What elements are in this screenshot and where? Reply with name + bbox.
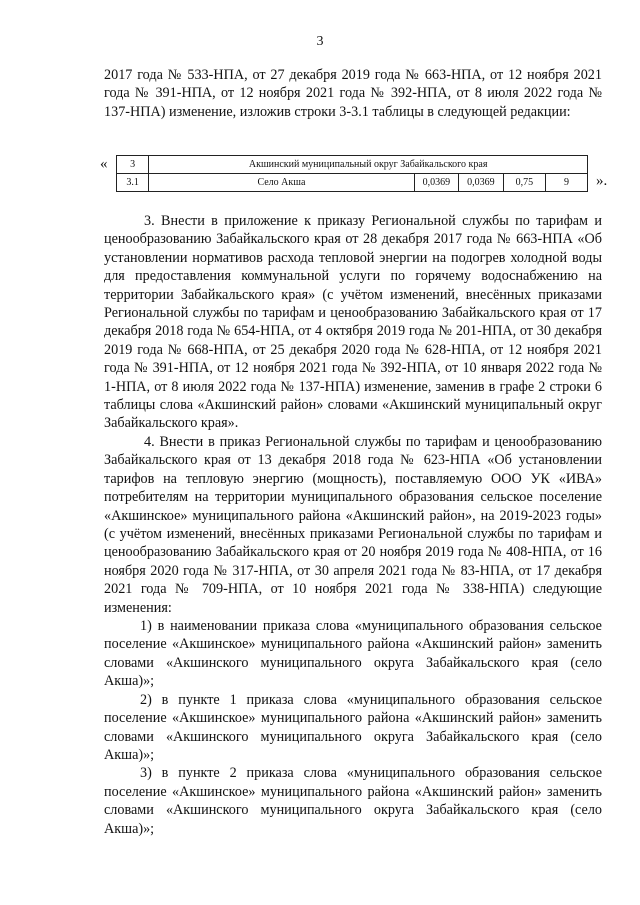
item-4-text: 4. Внести в приказ Региональной службы по тарифам и ценообразованию Забайкальского края от 13 декабря 2018 года № 623-НПА «Об установлении тарифов на тепловую энергию (мощность), поставляемую ООО УК «ИВА» потребителям на территории муниципального образования сельское поселение «Акшинское» муниципального района «Акшинский район», на 2019-2023 годы» (с учётом изменений, внесённых приказами Региональной службы по тарифам и ценообразованию Забайкальского края от 20 ноября 2019 года № 408-НПА, от 16 ноября 2020 года № 317-НПА, от 30 апреля 2021 года № 83-НПА, от 17 декабря 2021 года № 709-НПА, от 10 ноября 2021 года № 338-НПА) следующие изменения: (104, 434, 602, 616)
table-cell: 9 (546, 174, 588, 192)
table-row (117, 156, 588, 174)
row-number: 3.1 (117, 174, 149, 192)
item-4-block (104, 433, 602, 838)
table-cell: 0,0369 (459, 174, 504, 192)
quote-close: ». (596, 173, 608, 189)
table-cell: 0,75 (503, 174, 545, 192)
row-number: 3 (117, 156, 149, 174)
page-number: 3 (316, 34, 324, 49)
row-name: Село Акша (149, 174, 414, 192)
table-cell: 0,0369 (414, 174, 459, 192)
table-row (117, 174, 588, 192)
subitem-2: 2) в пункте 1 приказа слова «муниципального образования сельское поселение «Акшинское» муниципального района «Акшинский район» заменить словами «Акшинского муниципального округа Забайкальского края (село Акша)»; (104, 691, 602, 763)
intro-text: 2017 года № 533-НПА, от 27 декабря 2019 года № 663-НПА, от 12 ноября 2021 года № 391-НПА, от 12 ноября 2021 года № 392-НПА, от 8 июля 2022 года № 137-НПА) изменение, изложив строки 3-3.1 таблицы в следующей редакции: (104, 67, 602, 120)
item-3-paragraph (104, 212, 602, 433)
subitem-1: 1) в наименовании приказа слова «муниципального образования сельское поселение «Акшинское» муниципального района «Акшинский район» заменить словами «Акшинского муниципального округа Забайкальского края (село Акша)»; (104, 618, 602, 690)
intro-paragraph (104, 66, 602, 121)
quote-open: « (100, 156, 108, 172)
subitem-3: 3) в пункте 2 приказа слова «муниципального образования сельское поселение «Акшинское» муниципального района «Акшинский район» заменить словами «Акшинского муниципального округа Забайкальского края (село Акша)»; (104, 765, 602, 837)
row-name: Акшинский муниципальный округ Забайкальского края (149, 156, 588, 174)
amendment-table (116, 155, 588, 192)
item-3-text: 3. Внести в приложение к приказу Региональной службы по тарифам и ценообразованию Забайкальского края от 28 декабря 2017 года № 663-НПА «Об установлении нормативов расхода тепловой энергии на подогрев холодной воды для предоставления коммунальной услуги по горячему водоснабжению на территории Забайкальского края» (с учётом изменений, внесённых приказами Региональной службы по тарифам и ценообразованию Забайкальского края от 17 декабря 2018 года № 654-НПА, от 4 октября 2019 года № 201-НПА, от 30 декабря 2019 года № 668-НПА, от 25 декабря 2020 года № 628-НПА, от 12 ноября 2021 года № 391-НПА, от 12 ноября 2021 года № 392-НПА, от 10 января 2022 года № 1-НПА, от 8 июля 2022 года № 137-НПА) изменение, заменив в графе 2 строки 6 таблицы слова «Акшинский район» словами «Акшинский муниципальный округ Забайкальского края». (104, 213, 602, 432)
